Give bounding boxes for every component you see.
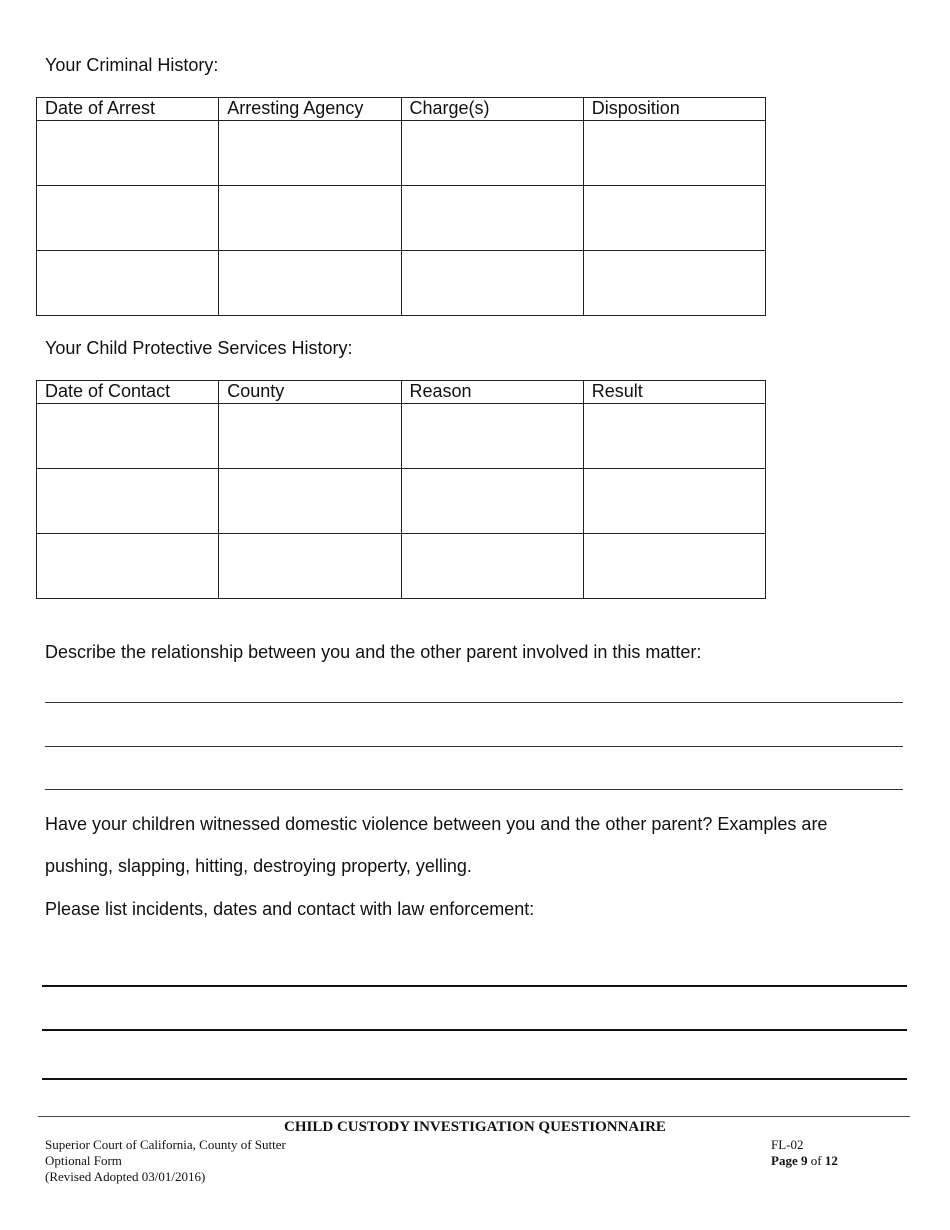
- page-current: 9: [800, 1153, 808, 1168]
- table-cell[interactable]: [401, 404, 583, 469]
- table-cell[interactable]: [583, 534, 765, 599]
- domestic-violence-examples: pushing, slapping, hitting, destroying property, yelling.: [45, 856, 472, 876]
- column-header-charges: Charge(s): [401, 98, 583, 121]
- table-header-row: [37, 98, 766, 121]
- table-row: [37, 469, 766, 534]
- relationship-answer-line[interactable]: [45, 702, 903, 703]
- criminal-history-heading: Your Criminal History:: [45, 55, 219, 75]
- form-number: FL-02: [771, 1137, 804, 1152]
- table-cell[interactable]: [219, 534, 401, 599]
- table-cell[interactable]: [583, 469, 765, 534]
- incidents-instruction: Please list incidents, dates and contact with law enforcement:: [45, 899, 535, 919]
- relationship-answer-line[interactable]: [45, 746, 903, 747]
- column-header-county: County: [219, 381, 401, 404]
- cps-history-heading: Your Child Protective Services History:: [45, 338, 353, 358]
- table-header-row: [37, 381, 766, 404]
- table-cell[interactable]: [401, 186, 583, 251]
- table-cell[interactable]: [37, 404, 219, 469]
- page-number: [771, 1153, 838, 1169]
- column-header-reason: Reason: [401, 381, 583, 404]
- table-cell[interactable]: [583, 251, 765, 316]
- footer-left: [45, 1137, 286, 1185]
- criminal-history-table: [36, 97, 766, 316]
- table-cell[interactable]: [37, 121, 219, 186]
- revision-date: (Revised Adopted 03/01/2016): [45, 1169, 206, 1184]
- form-type: Optional Form: [45, 1153, 122, 1168]
- table-cell[interactable]: [219, 469, 401, 534]
- table-cell[interactable]: [219, 404, 401, 469]
- table-cell[interactable]: [37, 251, 219, 316]
- table-row: [37, 186, 766, 251]
- table-cell[interactable]: [219, 186, 401, 251]
- page-total: 12: [824, 1153, 838, 1168]
- column-header-result: Result: [583, 381, 765, 404]
- table-cell[interactable]: [219, 121, 401, 186]
- table-cell[interactable]: [401, 251, 583, 316]
- table-cell[interactable]: [37, 534, 219, 599]
- table-row: [37, 121, 766, 186]
- domestic-violence-question: Have your children witnessed domestic violence between you and the other parent? Examples are: [45, 814, 828, 834]
- table-cell[interactable]: [37, 469, 219, 534]
- incidents-answer-line[interactable]: [42, 1078, 907, 1080]
- footer-right: [771, 1137, 838, 1169]
- page-label: Page: [771, 1153, 798, 1168]
- table-cell[interactable]: [583, 404, 765, 469]
- relationship-answer-line[interactable]: [45, 789, 903, 790]
- footer-divider: [38, 1116, 910, 1117]
- column-header-arresting-agency: Arresting Agency: [219, 98, 401, 121]
- table-cell[interactable]: [401, 469, 583, 534]
- table-row: [37, 404, 766, 469]
- table-cell[interactable]: [219, 251, 401, 316]
- page-of: of: [810, 1153, 822, 1168]
- column-header-date-of-arrest: Date of Arrest: [37, 98, 219, 121]
- court-name: Superior Court of California, County of Sutter: [45, 1137, 286, 1152]
- relationship-question: Describe the relationship between you and the other parent involved in this matter:: [45, 642, 702, 662]
- table-cell[interactable]: [583, 121, 765, 186]
- table-cell[interactable]: [37, 186, 219, 251]
- table-row: [37, 251, 766, 316]
- incidents-answer-line[interactable]: [42, 1029, 907, 1031]
- table-row: [37, 534, 766, 599]
- table-cell[interactable]: [401, 534, 583, 599]
- form-title: CHILD CUSTODY INVESTIGATION QUESTIONNAIRE: [284, 1119, 666, 1135]
- incidents-answer-line[interactable]: [42, 985, 907, 987]
- column-header-disposition: Disposition: [583, 98, 765, 121]
- table-cell[interactable]: [401, 121, 583, 186]
- cps-history-table: [36, 380, 766, 599]
- column-header-date-of-contact: Date of Contact: [37, 381, 219, 404]
- table-cell[interactable]: [583, 186, 765, 251]
